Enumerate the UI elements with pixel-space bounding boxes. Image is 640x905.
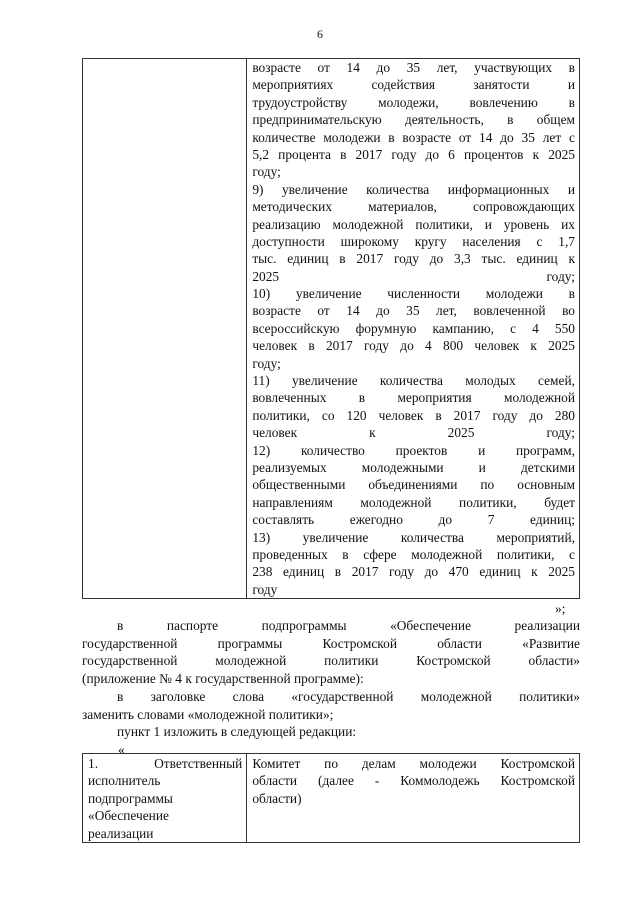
indicators-line: тыс. единиц в 2017 году до 3,3 тыс. единиц к	[252, 251, 575, 267]
executor-label-cell	[83, 754, 247, 843]
indicators-line: 10) увеличение численности молодежи в	[252, 286, 575, 302]
indicators-line: мероприятиях содействия занятости и	[252, 77, 575, 93]
paragraph-point1	[82, 723, 580, 741]
paragraph-passport-line: (приложение № 4 к государственной программе):	[82, 670, 364, 686]
indicators-line: 12) количество проектов и программ,	[252, 442, 575, 458]
indicators-line: реализацию молодежной политики, и уровень их	[252, 216, 575, 232]
indicators-line: 13) увеличение количества мероприятий,	[252, 529, 575, 545]
page-number: 6	[317, 27, 323, 41]
indicators-line: 2025 году;	[252, 268, 575, 284]
indicators-line: 11) увеличение количества молодых семей,	[252, 373, 575, 389]
indicators-line: году	[252, 581, 278, 597]
executor-value	[247, 754, 579, 807]
indicators-line: проведенных в сфере молодежной политики, с	[252, 546, 575, 562]
indicators-line: человек к 2025 году;	[252, 425, 575, 441]
indicators-text	[247, 59, 579, 598]
indicators-line: методических материалов, сопровождающих	[252, 199, 575, 215]
executor-label-line: «Обеспечение	[88, 808, 169, 824]
paragraph-passport-line: государственной молодежной политики Костромской области»	[82, 653, 580, 669]
executor-label-line: подпрограммы	[88, 790, 173, 806]
paragraph-passport	[82, 617, 580, 687]
executor-value-line: области)	[252, 790, 302, 806]
executor-value-line: Комитет по делам молодежи Костромской	[252, 756, 575, 771]
indicators-line: общественными объединениями по основным	[252, 477, 575, 493]
indicators-line: всероссийскую форумную кампанию, с 4 550	[252, 320, 575, 336]
paragraph-passport-line: в паспорте подпрограммы «Обеспечение реализации	[117, 618, 580, 633]
executor-label	[83, 754, 246, 842]
indicators-line: году;	[252, 355, 281, 371]
paragraph-title-replace	[82, 688, 580, 723]
indicators-line: 9) увеличение количества информационных и	[252, 181, 575, 197]
indicators-table	[82, 58, 580, 599]
indicators-line: возрасте от 14 до 35 лет, вовлеченной во	[252, 303, 575, 319]
paragraph-title-replace-line: заменить словами «молодежной политики»;	[82, 706, 334, 722]
indicators-line: предпринимательскую деятельность, в общем	[252, 112, 575, 128]
indicators-line: реализуемых молодежными и детскими	[252, 459, 575, 475]
paragraph-title-replace-line: в заголовке слова «государственной молодежной политики»	[117, 689, 580, 704]
table-right-cell-indicators	[247, 59, 580, 599]
indicators-line: возрасте от 14 до 35 лет, участвующих в	[252, 60, 575, 75]
closing-quote: »;	[555, 601, 566, 616]
executor-table	[82, 753, 580, 843]
indicators-line: году;	[252, 164, 281, 180]
indicators-line: количестве молодежи в возрасте от 14 до 35 лет с	[252, 129, 575, 145]
indicators-line: 5,2 процента в 2017 году до 6 процентов к 2025	[252, 146, 575, 162]
indicators-line: политики, со 120 человек в 2017 году до 280	[252, 407, 575, 423]
indicators-line: направлениям молодежной политики, будет	[252, 494, 575, 510]
paragraph-point1-text: пункт 1 изложить в следующей редакции:	[117, 724, 357, 739]
paragraph-passport-line: государственной программы Костромской области «Развитие	[82, 635, 580, 651]
executor-label-line: исполнитель	[88, 773, 161, 789]
executor-label-line: реализации	[88, 825, 154, 841]
indicators-line: 238 единиц в 2017 году до 470 единиц к 2025	[252, 564, 575, 580]
indicators-line: трудоустройству молодежи, вовлечению в	[252, 94, 575, 110]
indicators-line: составлять ежегодно до 7 единиц;	[252, 512, 575, 528]
executor-value-line: области (далее - Коммолодежь Костромской	[252, 773, 575, 789]
executor-value-cell	[247, 754, 580, 843]
indicators-line: доступности широкому кругу населения с 1,7	[252, 233, 575, 249]
indicators-line: вовлеченных в мероприятия молодежной	[252, 390, 575, 406]
executor-label-line: 1. Ответственный	[88, 756, 243, 771]
table-left-cell-empty	[83, 59, 247, 599]
indicators-line: человек в 2017 году до 4 800 человек к 2025	[252, 338, 575, 354]
opening-quote: «	[118, 742, 125, 757]
